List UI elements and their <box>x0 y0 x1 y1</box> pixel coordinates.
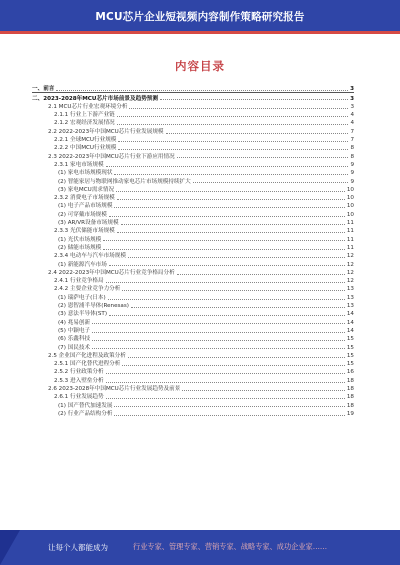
toc-entry[interactable] <box>32 243 354 251</box>
toc-dot-leader <box>193 182 349 183</box>
toc-dot-leader <box>129 108 348 109</box>
toc-entry[interactable] <box>32 92 354 101</box>
footer-tags: 行业专家、管理专家、营销专家、战略专家、成功企业家…… <box>133 542 328 551</box>
toc-entry[interactable] <box>32 392 354 400</box>
toc-entry[interactable] <box>32 367 354 375</box>
toc-entry-page: 9 <box>350 170 354 177</box>
toc-entry-page: 11 <box>346 228 354 235</box>
toc-dot-leader <box>106 373 345 374</box>
toc-dot-leader <box>103 240 345 241</box>
footer-slogan: 让每个人都能成为 <box>48 543 108 552</box>
toc-entry[interactable] <box>32 259 354 267</box>
toc-entry-label: 2.1.1 行业上下游产业链 <box>54 112 115 119</box>
toc-entry[interactable] <box>32 292 354 300</box>
toc-entry[interactable] <box>32 400 354 408</box>
toc-entry[interactable] <box>32 251 354 259</box>
toc-entry[interactable] <box>32 317 354 325</box>
toc-entry-label: 2.6 2023-2028年中国MCU芯片行业发展趋势及前景 <box>48 385 181 392</box>
toc-dot-leader <box>131 307 345 308</box>
toc-dot-leader <box>92 332 345 333</box>
toc-entry[interactable] <box>32 102 354 110</box>
toc-entry[interactable] <box>32 118 354 126</box>
toc-dot-leader <box>56 90 348 91</box>
toc-entry[interactable] <box>32 351 354 359</box>
toc-heading: 内容目录 <box>175 59 225 73</box>
toc-entry-page: 13 <box>346 303 354 310</box>
toc-dot-leader <box>117 232 345 233</box>
report-footer <box>0 530 400 565</box>
toc-entry-page: 14 <box>346 311 354 318</box>
toc-dot-leader <box>117 124 349 125</box>
toc-entry-page: 7 <box>350 128 354 135</box>
toc-entry[interactable] <box>32 185 354 193</box>
toc-entry[interactable] <box>32 168 354 176</box>
toc-dot-leader <box>109 315 345 316</box>
toc-dot-leader <box>108 299 345 300</box>
toc-entry-page: 18 <box>346 377 354 384</box>
toc-entry-label: (3) AR/VR设备市场规模 <box>58 220 119 227</box>
toc-entry-label: 2.4.1 行业竞争格局 <box>54 278 104 285</box>
toc-dot-leader <box>118 149 348 150</box>
toc-entry-label: 2.5.1 国产化替代进程分析 <box>54 361 121 368</box>
toc-dot-leader <box>182 390 345 391</box>
toc-entry-page: 18 <box>346 394 354 401</box>
toc-dot-leader <box>106 166 349 167</box>
report-title: MCU芯片企业短视频内容制作策略研究报告 <box>95 11 305 23</box>
toc-dot-leader <box>92 323 345 324</box>
toc-dot-leader <box>177 157 349 158</box>
toc-dot-leader <box>114 174 348 175</box>
toc-entry-label: 2.3.2 消费电子市场规模 <box>54 195 115 202</box>
toc-dot-leader <box>177 274 345 275</box>
toc-entry-label: 2.2.2 中国MCU行业规模 <box>54 145 117 152</box>
header-accent-bar <box>0 31 400 34</box>
toc-entry[interactable] <box>32 384 354 392</box>
toc-entry-label: (2) 可穿戴市场规模 <box>58 211 107 218</box>
toc-entry[interactable] <box>32 359 354 367</box>
toc-entry-label: 2.2 2022-2023年中国MCU芯片行业发展规模 <box>48 128 164 135</box>
report-header <box>0 0 400 34</box>
toc-entry-page: 9 <box>350 161 354 168</box>
toc-entry[interactable] <box>32 135 354 143</box>
toc-entry-label: 2.3.3 光伏储能市场规模 <box>54 228 115 235</box>
toc-entry-label: (6) 乐鑫科技 <box>58 336 91 343</box>
toc-entry-label: 2.5 企业国产化进程及政策分析 <box>48 352 126 359</box>
toc-entry-page: 12 <box>346 278 354 285</box>
toc-entry-page: 13 <box>346 286 354 293</box>
toc-entry-label: (1) 电子产品市场规模 <box>58 203 113 210</box>
toc-entry-label: (1) 光伏市场规模 <box>58 236 102 243</box>
toc-entry-label: 2.5.2 行业政策分析 <box>54 369 104 376</box>
toc-entry-page: 10 <box>346 203 354 210</box>
toc-entry-label: 2.3.1 家电市场规模 <box>54 161 104 168</box>
toc-entry[interactable] <box>32 209 354 217</box>
toc-entry-label: (3) 意法半导体(ST) <box>58 311 108 318</box>
toc-entry-label: (3) 家电MCU需求情况 <box>58 186 115 193</box>
toc-entry[interactable] <box>32 193 354 201</box>
toc-entry[interactable] <box>32 110 354 118</box>
toc-entry-page: 14 <box>346 327 354 334</box>
toc-entry-label: (1) 瑞萨电子(日本) <box>58 294 106 301</box>
toc-entry-label: 2.4.2 主要企业竞争力分析 <box>54 286 121 293</box>
table-of-contents <box>32 84 354 417</box>
toc-entry-page: 3 <box>350 103 354 110</box>
toc-entry-page: 15 <box>346 352 354 359</box>
toc-dot-leader <box>92 340 345 341</box>
toc-entry-label: 二、2023-2028年MCU芯片市场前景及趋势预测 <box>32 95 158 102</box>
toc-entry-page: 4 <box>350 120 354 127</box>
toc-entry-page: 14 <box>346 319 354 326</box>
toc-entry[interactable] <box>32 301 354 309</box>
toc-dot-leader <box>114 406 344 407</box>
toc-entry[interactable] <box>32 334 354 342</box>
toc-entry-page: 4 <box>350 112 354 119</box>
toc-dot-leader <box>117 116 349 117</box>
toc-dot-leader <box>109 265 345 266</box>
toc-entry-label: (2) 智能家居与物联网推动家电芯片市场规模持续扩大 <box>58 178 191 185</box>
toc-entry[interactable] <box>32 151 354 159</box>
toc-dot-leader <box>121 224 345 225</box>
toc-entry-page: 10 <box>346 195 354 202</box>
toc-entry-label: 一、前言 <box>32 86 55 93</box>
toc-dot-leader <box>106 282 345 283</box>
toc-entry[interactable] <box>32 409 354 417</box>
toc-entry-page: 15 <box>346 336 354 343</box>
toc-entry-page: 7 <box>350 137 354 144</box>
toc-entry-page: 15 <box>346 344 354 351</box>
toc-entry-page: 11 <box>346 236 354 243</box>
toc-entry-label: 2.4 2022-2023年中国MCU芯片行业竞争格局分析 <box>48 269 175 276</box>
toc-entry-page: 10 <box>346 186 354 193</box>
toc-dot-leader <box>122 365 345 366</box>
toc-dot-leader <box>122 290 345 291</box>
toc-entry-page: 8 <box>350 145 354 152</box>
toc-entry[interactable] <box>32 375 354 383</box>
toc-entry[interactable] <box>32 176 354 184</box>
toc-dot-leader <box>92 348 345 349</box>
toc-entry-page: 12 <box>346 253 354 260</box>
toc-entry-label: 2.3 2022-2023年中国MCU芯片行业下游应用情况 <box>48 153 175 160</box>
toc-entry[interactable] <box>32 342 354 350</box>
toc-entry[interactable] <box>32 201 354 209</box>
toc-entry-page: 10 <box>346 211 354 218</box>
toc-entry[interactable] <box>32 234 354 242</box>
toc-entry[interactable] <box>32 268 354 276</box>
toc-dot-leader <box>106 382 345 383</box>
toc-dot-leader <box>117 199 345 200</box>
toc-entry[interactable] <box>32 143 354 151</box>
toc-entry-label: (2) 恩智浦半导体(Renesas) <box>58 303 129 310</box>
toc-dot-leader <box>114 207 344 208</box>
toc-dot-leader <box>128 357 345 358</box>
toc-entry-label: 2.3.4 电动车与汽车市场规模 <box>54 253 126 260</box>
toc-entry-page: 18 <box>346 385 354 392</box>
toc-entry[interactable] <box>32 309 354 317</box>
toc-entry-page: 15 <box>346 361 354 368</box>
toc-entry-page: 19 <box>346 410 354 417</box>
toc-dot-leader <box>116 191 345 192</box>
toc-entry-page: 9 <box>350 178 354 185</box>
toc-entry[interactable] <box>32 218 354 226</box>
toc-entry[interactable] <box>32 84 354 92</box>
toc-entry[interactable] <box>32 326 354 334</box>
toc-entry[interactable] <box>32 226 354 234</box>
toc-dot-leader <box>118 141 348 142</box>
toc-entry-page: 13 <box>346 294 354 301</box>
toc-dot-leader <box>160 99 348 100</box>
toc-entry[interactable] <box>32 126 354 134</box>
toc-entry-page: 11 <box>346 244 354 251</box>
toc-dot-leader <box>128 257 345 258</box>
toc-dot-leader <box>109 216 345 217</box>
toc-dot-leader <box>106 398 345 399</box>
toc-entry-label: (1) 新能源汽车市场 <box>58 261 107 268</box>
toc-dot-leader <box>166 133 349 134</box>
toc-entry[interactable] <box>32 284 354 292</box>
toc-entry[interactable] <box>32 276 354 284</box>
toc-entry-label: (5) 中颖电子 <box>58 327 91 334</box>
toc-entry-label: (7) 国民技术 <box>58 344 91 351</box>
toc-entry-page: 3 <box>350 95 354 102</box>
toc-entry-label: (2) 行业产品结构分析 <box>58 410 113 417</box>
toc-entry-label: 2.5.3 进入壁垒分析 <box>54 377 104 384</box>
toc-entry-page: 12 <box>346 261 354 268</box>
toc-entry-label: (1) 国产替代加速发展 <box>58 402 113 409</box>
toc-entry-label: 2.6.1 行业发展趋势 <box>54 394 104 401</box>
toc-entry-page: 18 <box>346 402 354 409</box>
toc-entry-page: 12 <box>346 269 354 276</box>
toc-entry-label: (4) 兆易创新 <box>58 319 91 326</box>
toc-entry-label: 2.1.2 宏观经济发展情况 <box>54 120 115 127</box>
footer-corner-shape <box>0 530 20 565</box>
toc-entry-label: (2) 储能市场规模 <box>58 244 102 251</box>
toc-dot-leader <box>114 415 344 416</box>
toc-entry-page: 8 <box>350 153 354 160</box>
toc-entry[interactable] <box>32 160 354 168</box>
toc-dot-leader <box>103 249 345 250</box>
toc-entry-page: 11 <box>346 220 354 227</box>
toc-entry-page: 16 <box>346 369 354 376</box>
toc-entry-label: (1) 家电市场规模现状 <box>58 170 113 177</box>
toc-entry-label: 2.2.1 全球MCU行业规模 <box>54 137 117 144</box>
toc-entry-label: 2.1 MCU芯片行业宏观环境分析 <box>48 103 128 110</box>
toc-entry-page: 3 <box>350 86 354 93</box>
